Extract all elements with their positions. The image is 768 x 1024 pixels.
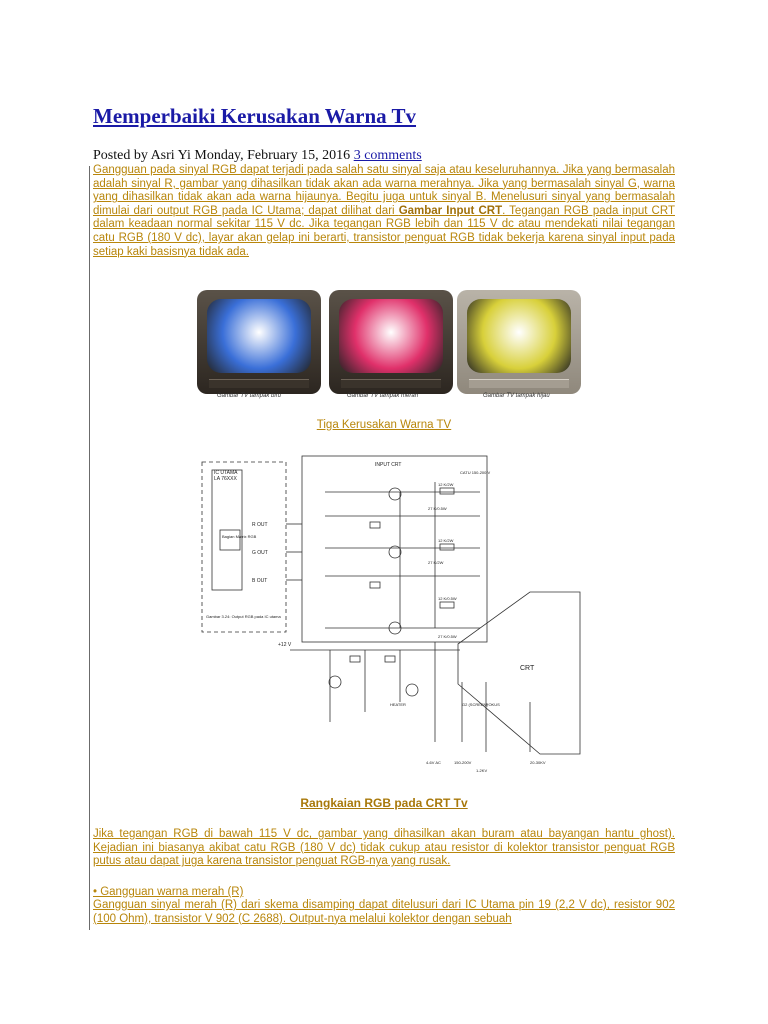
tv-photo-green bbox=[457, 290, 581, 394]
resistor-label: 27 K/0.5W bbox=[438, 634, 457, 639]
input-crt-label: INPUT CRT bbox=[375, 462, 402, 468]
g-out-label: G OUT bbox=[252, 550, 268, 556]
ic-note-label: Gambar 3.24: Output RGB pada IC utama bbox=[206, 614, 281, 619]
tv-caption-blue: Gambar TV tampak biru bbox=[217, 393, 282, 399]
input-crt-box bbox=[302, 456, 487, 642]
ic-part-label: LA 76XXX bbox=[214, 476, 237, 482]
crt-label: CRT bbox=[520, 665, 535, 672]
tv-screen-green bbox=[467, 299, 571, 373]
ic-utama-box bbox=[202, 462, 286, 632]
fokus-value: 1-2KV bbox=[476, 768, 488, 773]
posted-by-text: Posted by Asri Yi Monday, February 15, 2016 bbox=[93, 148, 351, 163]
heater-value: 4-6V AC bbox=[426, 760, 441, 765]
tv-photos bbox=[197, 290, 577, 410]
gambar-input-crt-link[interactable]: Gambar Input CRT bbox=[398, 204, 503, 217]
tv-photo-red bbox=[329, 290, 453, 394]
resistor-label: 12 K/2W bbox=[438, 538, 454, 543]
screen-value: 150-200V bbox=[454, 760, 472, 765]
tv-photo-blue bbox=[197, 290, 321, 394]
resistor-label: 27 K/0.5W bbox=[428, 506, 447, 511]
catu-label: CATU 150-200 V bbox=[460, 470, 491, 475]
resistor-label: 12 K/2W bbox=[438, 482, 454, 487]
figure-caption-tv[interactable]: Tiga Kerusakan Warna TV bbox=[316, 419, 452, 431]
resistor-label: 12 K/0.5W bbox=[438, 596, 457, 601]
matrix-block bbox=[220, 530, 240, 550]
tv-caption-green: Gambar TV tampak hijau bbox=[483, 393, 550, 399]
post-meta bbox=[93, 148, 422, 164]
tv-panel bbox=[341, 379, 441, 388]
tv-screen-red bbox=[339, 299, 443, 373]
screen-label: G2 (SCREEN) bbox=[462, 702, 488, 707]
paragraph-red-fault: Gangguan sinyal merah (R) dari skema disamping dapat ditelusuri dari IC Utama pin 19 (2,2 V dc), resistor 902 (100 Ohm), transistor V 902 (C 2688). Output-nya melalui kolektor dengan sebuah bbox=[93, 899, 675, 925]
tv-panel bbox=[209, 379, 309, 388]
margin-rule bbox=[89, 166, 90, 930]
intro-text-start: Gangguan pada sinyal RGB dapat terjadi pada salah satu sinyal saja atau keseluruhannya. Jika yang bermasalah adalah sinyal R, gambar yang dihasilkan tidak akan ada warna merahnya. Jika yang bermasalah sinyal G, warna yang dihasilkan tidak akan ada warna hijaunya. Begitu juga untuk sinyal B. Menelusuri sinyal yang bermasalah dimulai dari output RGB pada IC Utama; dapat dilihat dari bbox=[93, 164, 675, 217]
crt-outline bbox=[458, 592, 580, 754]
paragraph-intro bbox=[93, 164, 675, 259]
post-title-link[interactable]: Memperbaiki Kerusakan Warna Tv bbox=[93, 104, 417, 128]
tv-panel bbox=[469, 379, 569, 388]
b-out-label: B OUT bbox=[252, 578, 268, 584]
supply-label: +12 V bbox=[278, 642, 292, 648]
fokus-label: FOKUS bbox=[486, 702, 500, 707]
comments-link[interactable]: 3 comments bbox=[353, 148, 422, 163]
anode-value: 20-30KV bbox=[530, 760, 546, 765]
paragraph-ghost: Jika tegangan RGB di bawah 115 V dc, gambar yang dihasilkan akan buram atau bayangan hantu ghost). Kejadian ini biasanya akibat catu RGB (180 V dc) tidak cukup atau resistor di kolektor transistor penguat RGB putus atau dapat juga karena transistor penguat RGB-nya yang rusak. bbox=[93, 828, 675, 868]
intro-text-end: . Tegangan RGB pada input CRT dalam keadaan normal sekitar 115 V dc. Jika tegangan RGB lebih dan 115 V dc atau mendekati nilai tegangan catu RGB (180 V dc), layar akan gelap ini berarti, transistor penguat RGB tidak bekerja karena sinyal input pada setiap kaki basisnya tidak ada. bbox=[93, 204, 675, 258]
heater-label: HEATER bbox=[390, 702, 406, 707]
tv-caption-red: Gambar TV tampak merah bbox=[347, 393, 419, 399]
matrix-label: Bagian Matrix RGB bbox=[222, 534, 257, 539]
tv-screen-blue bbox=[207, 299, 311, 373]
resistor-label: 27 K/2W bbox=[428, 560, 444, 565]
rgb-crt-schematic bbox=[190, 452, 585, 774]
bullet-red-fault[interactable]: • Gangguan warna merah (R) bbox=[93, 886, 244, 898]
r-out-label: R OUT bbox=[252, 522, 268, 528]
figure-caption-schematic[interactable]: Rangkaian RGB pada CRT Tv bbox=[300, 796, 468, 810]
ic-utama-label: IC UTAMA bbox=[214, 470, 238, 476]
